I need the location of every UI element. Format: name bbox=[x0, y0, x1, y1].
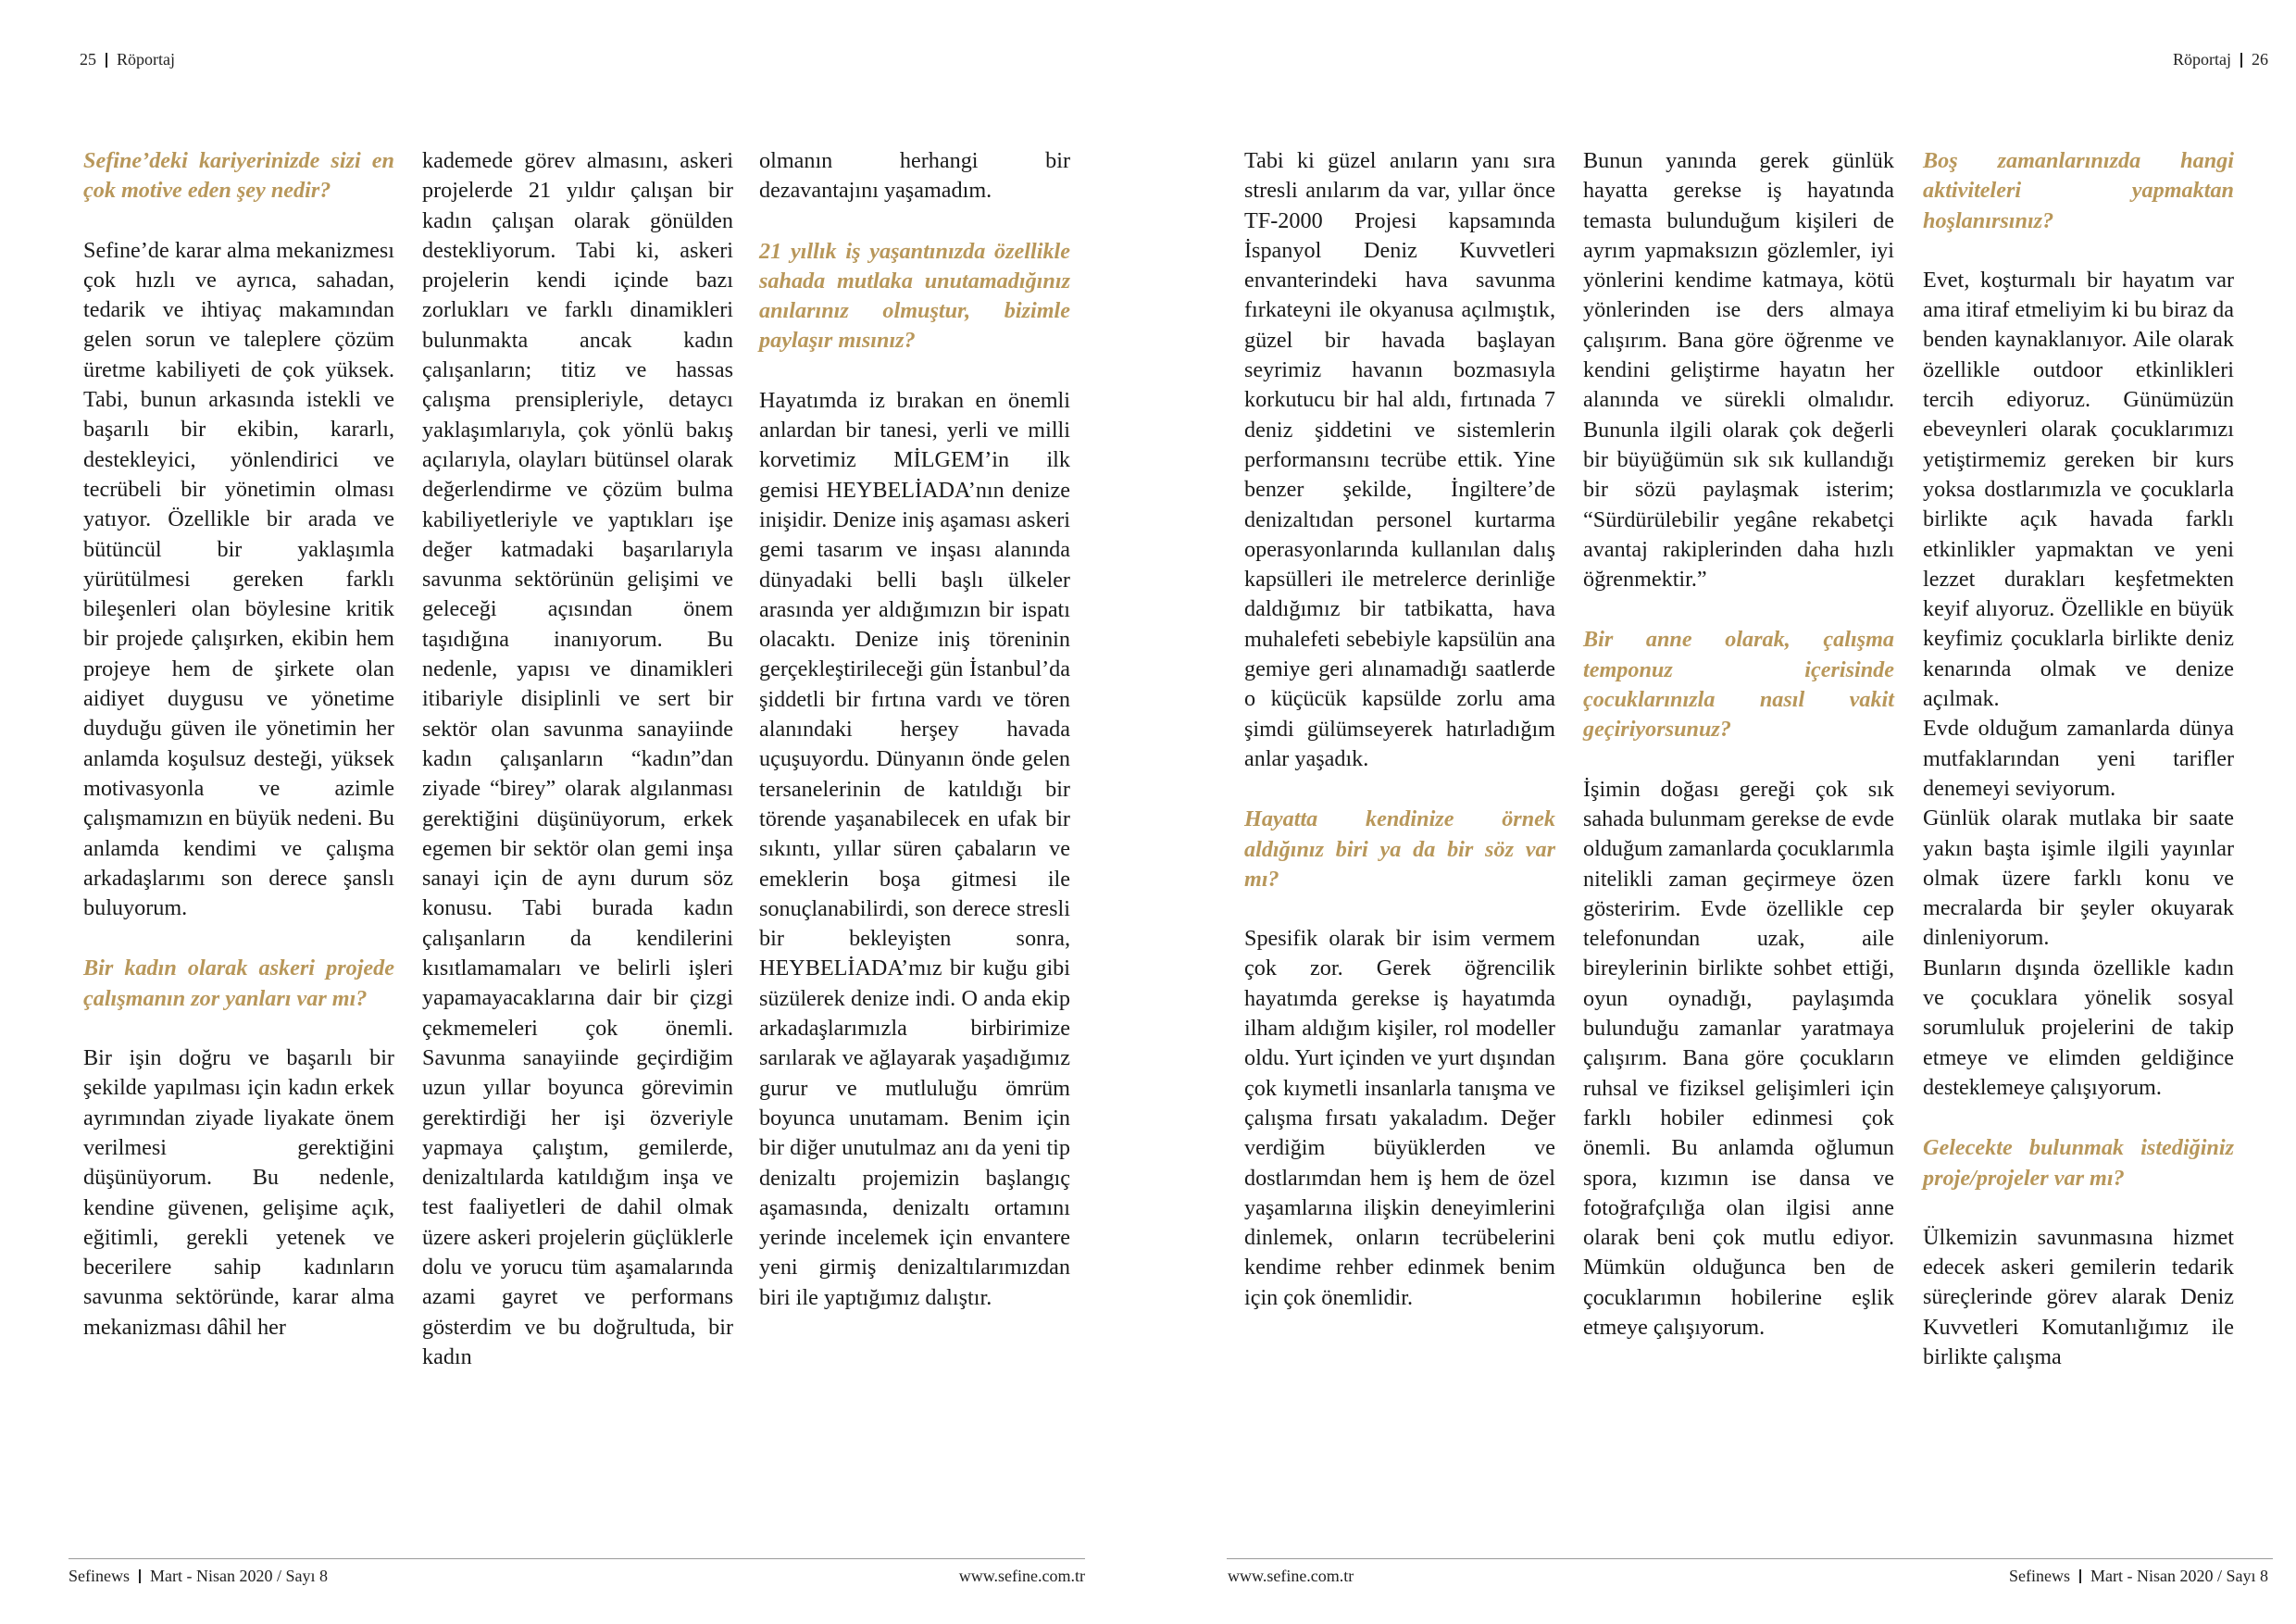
interview-question: Boş zamanlarınızda hangi aktiviteleri yapmaktan hoşlanırsınız? bbox=[1923, 148, 2234, 233]
right-page bbox=[1148, 0, 2296, 1624]
section-title: Röportaj bbox=[2173, 50, 2231, 69]
interview-question: Bir kadın olarak askeri projede çalışmanın zor yanları var mı? bbox=[83, 956, 394, 1011]
article-column-5 bbox=[1583, 146, 1894, 1373]
footer-separator bbox=[2079, 1569, 2081, 1583]
interview-answer: Spesifik olarak bir isim vermem çok zor. Gerek öğrencilik hayatımda gerekse iş hayatımda ilham aldığım kişiler, rol modeller oldu. Yurt içinden ve yurt dışından çok kıymetli insanlarla tanışma ve çalışma fırsatı yakaladım. Değer verdiğim büyüklerden ve dostlarımdan hem iş hem de özel yaşamlarına ilişkin deneyimlerini dinlemek, onların tecrübelerini kendime rehber edinmek benim için çok önemlidir. bbox=[1244, 926, 1555, 1310]
article-column-4 bbox=[1244, 146, 1555, 1343]
page-number: 25 bbox=[80, 50, 96, 69]
footer-issue-info bbox=[69, 1567, 328, 1586]
interview-answer: kademede görev almasını, askeri projelerde 21 yıldır çalışan bir kadın çalışan olarak gönülden destekliyorum. Tabi ki, askeri projelerin kendi içinde bazı zorlukları ve farklı dinamikleri bulunmakta ancak kadın çalışanların; titiz ve hassas çalışma prensipleriyle, detaycı yaklaşımlarıyla, çok yönlü bakış açılarıyla, olayları bütünsel olarak değerlendirme ve çözüm bulma kabiliyetleriyle ve yaptıkları işe değer katmadaki başarılarıyla savunma sektörünün gelişimi ve geleceği açısından önem taşıdığına inanıyorum. Bu nedenle, yapısı ve dinamikleri itibariyle disiplinli ve sert bir sektör olan savunma sanayiinde kadın çalışanların “kadın”dan ziyade “birey” olarak algılanması gerektiğini düşünüyorum, erkek egemen bir sektör olan gemi inşa sanayi için de aynı durum söz konusu. Tabi burada kadın çalışanların da kendilerini kısıtlamamaları ve belirli işleri yapamayacaklarına dair bir çizgi çekmemeleri çok önemli. Savunma sanayiinde geçirdiğim uzun yıllar boyunca görevimin gerektirdiği her işi özveriyle yapmaya çalıştım, gemilerde, denizaltılarda katıldığım inşa ve test faaliyetleri de dahil olmak üzere askeri projelerin güçlüklerle dolu ve yorucu tüm aşamalarında azami gayret ve performans gösterdim ve bu doğrultuda, bir kadın bbox=[422, 148, 733, 1369]
interview-answer: Günlük olarak mutlaka bir saate yakın başta işimle ilgili yayınlar olmak üzere farklı konu ve mecralarda bir şeyler okuyarak dinleniyorum. bbox=[1923, 806, 2234, 951]
footer-url[interactable] bbox=[959, 1567, 1085, 1586]
interview-answer: olmanın herhangi bir dezavantajını yaşamadım. bbox=[759, 148, 1070, 204]
interview-question: 21 yıllık iş yaşantınızda özellikle sahada mutlaka unutamadığınız anılarınız olmuştur, bizimle paylaşır mısınız? bbox=[759, 238, 1070, 354]
magazine-name: Sefinews bbox=[69, 1567, 130, 1585]
interview-answer: İşimin doğası gereği çok sık sahada bulunmam gerekse de evde olduğum zamanlarda çocuklarımla nitelikli zaman geçirmeye özen gösteririm. Evde özellikle cep telefonundan uzak, aile bireylerinin birlikte sohbet ettiği, oyun oynadığı, paylaşımda bulunduğu zamanlar yaratmaya çalışırım. Bana göre çocukların ruhsal ve fiziksel gelişimleri için farklı hobiler edinmesi çok önemli. Bu anlamda oğlumun spora, kızımın ise dansa ve fotoğrafçılığa olan ilgisi anne olarak beni çok mutlu ediyor. Mümkün olduğunca ben de çocuklarımın hobilerine eşlik etmeye çalışıyorum. bbox=[1583, 776, 1894, 1340]
issue-label: Mart - Nisan 2020 / Sayı 8 bbox=[150, 1567, 328, 1585]
interview-answer: Bunun yanında gerek günlük hayatta gerekse iş hayatında temasta bulunduğum kişileri de ayrım yapmaksızın gözlemler, iyi yönlerini kendime katmaya, kötü yönlerinden ise ders almaya çalışırım. Bana göre öğrenme ve kendini geliştirme hayatın her alanında ve sürekli olmalıdır. Bununla ilgili olarak çok değerli bir büyüğümün sık sık kullandığı bir sözü paylaşmak isterim; “Sürdürülebilir yegâne rekabetçi avantaj rakiplerinden daha hızlı öğrenmektir.” bbox=[1583, 148, 1894, 593]
interview-answer: Hayatımda iz bırakan en önemli anlardan bir tanesi, yerli ve milli korvetimiz MİLGEM’in ilk gemisi HEYBELİADA’nın denize inişidir. Denize iniş aşaması askeri gemi tasarım ve inşası alanında dünyadaki belli başlı ülkeler arasında yer aldığımızın bir ispatı olacaktı. Denize iniş töreninin gerçekleştirileceği gün İstanbul’da şiddetli bir fırtına vardı ve tören alanındaki herşey havada uçuşuyordu. Dünyanın önde gelen tersanelerinin de katıldığı bir törende yaşanabilecek en ufak bir sıkıntı, yıllar süren çabaların ve emeklerin boşa gitmesi ile sonuçlanabilirdi, son derece stresli bir bekleyişten sonra, HEYBELİADA’mız bir kuğu gibi süzülerek denize indi. O anda ekip arkadaşlarımızla birbirimize sarılarak ve ağlayarak yaşadığımız gurur ve mutluluğu ömrüm boyunca unutamam. Benim için bir diğer unutulmaz anı da yeni tip denizaltı projemizin başlangıç aşamasında, denizaltı ortamını yerinde incelemek için envantere yeni girmiş denizaltılarımızdan biri ile yaptığımız dalıştır. bbox=[759, 387, 1070, 1310]
left-page-header bbox=[80, 50, 175, 69]
footer-url[interactable] bbox=[1228, 1567, 1354, 1586]
interview-answer: Evde olduğum zamanlarda dünya mutfaklarından yeni tarifler denemeyi seviyorum. bbox=[1923, 716, 2234, 801]
article-column-3 bbox=[759, 146, 1070, 1343]
footer-rule bbox=[69, 1558, 1085, 1559]
interview-answer: Evet, koşturmalı bir hayatım var ama itiraf etmeliyim ki bu biraz da benden kaynaklanıyor. Aile olarak özellikle outdoor etkinlikleri tercih ediyoruz. Günümüzün ebeveynleri olarak çocuklarımızı yetiştirmemiz gereken bir kurs yoksa dostlarımızla ve çocuklarla birlikte açık havada farklı etkinlikler yapmaktan ve yeni lezzet durakları keşfetmekten keyif alıyoruz. Özellikle en büyük keyfimiz çocuklarla birlikte deniz kenarında olmak ve denize açılmak. bbox=[1923, 267, 2234, 712]
interview-answer: Ülkemizin savunmasına hizmet edecek askeri gemilerin tedarik süreçlerinde görev alarak Deniz Kuvvetleri Komutanlığımız ile birlikte çalışma bbox=[1923, 1224, 2234, 1369]
article-column-2 bbox=[422, 146, 733, 1403]
interview-answer: Tabi ki güzel anıların yanı sıra stresli anılarım da var, yıllar önce TF-2000 Projesi kapsamında İspanyol Deniz Kuvvetleri envanterindeki hava savunma fırkateyni ile okyanusa açılmıştık, güzel bir havada başlayan seyrimiz havanın bozmasıyla korkutucu bir hal aldı, fırtınada 7 deniz şiddetini ve sistemlerin performansını tecrübe ettik. Yine benzer şekilde, İngiltere’de denizaltıdan personel kurtarma operasyonlarında kullanılan dalış kapsülleri ile metrelerce derinliğe daldığımız bir tatbikatta, hava muhalefeti sebebiyle kapsülün ana gemiye geri alınamadığı saatlerde o küçücük kapsülde zorlu ama şimdi gülümseyerek hatırladığım anlar yaşadık. bbox=[1244, 148, 1555, 771]
interview-answer: Sefine’de karar alma mekanizmesı çok hızlı ve ayrıca, sahadan, tedarik ve ihtiyaç makamından gelen sorun ve taleplere çözüm üretme kabiliyeti de çok yüksek. Tabi, bunun arkasında istekli ve başarılı bir ekibin, kararlı, destekleyici, yönlendirici ve tecrübeli bir yönetimin olması yatıyor. Özellikle bir arada ve bütüncül bir yaklaşımla yürütülmesi gereken farklı bileşenleri olan böylesine kritik bir projede çalışırken, ekibin hem projeye hem de şirkete olan aidiyet duygusu ve yönetime duyduğu güven ile yönetimin her anlamda koşulsuz desteği, yüksek motivasyonla ve azimle çalışmamızın en büyük nedeni. Bu anlamda kendimi ve çalışma arkadaşlarımı son derece şanslı buluyorum. bbox=[83, 237, 394, 921]
issue-label: Mart - Nisan 2020 / Sayı 8 bbox=[2090, 1567, 2268, 1585]
article-column-6 bbox=[1923, 146, 2234, 1403]
page-number: 26 bbox=[2252, 50, 2268, 69]
website-link[interactable]: www.sefine.com.tr bbox=[958, 1567, 1085, 1585]
footer-issue-info bbox=[2009, 1567, 2268, 1586]
interview-question: Hayatta kendinize örnek aldığınız biri ya da bir söz var mı? bbox=[1244, 806, 1555, 892]
interview-answer: Bunların dışında özellikle kadın ve çocuklara yönelik sosyal sorumluluk projelerini de takip etmeye ve elimden geldiğince desteklemeye çalışıyorum. bbox=[1923, 955, 2234, 1100]
interview-question: Sefine’deki kariyerinizde sizi en çok motive eden şey nedir? bbox=[83, 148, 394, 204]
website-link[interactable]: www.sefine.com.tr bbox=[1228, 1567, 1354, 1585]
section-title: Röportaj bbox=[117, 50, 175, 69]
right-page-header bbox=[2173, 50, 2268, 69]
header-separator bbox=[106, 53, 107, 68]
interview-question: Gelecekte bulunmak istediğiniz proje/projeler var mı? bbox=[1923, 1135, 2234, 1191]
footer-rule bbox=[1227, 1558, 2273, 1559]
magazine-name: Sefinews bbox=[2009, 1567, 2071, 1585]
interview-answer: Bir işin doğru ve başarılı bir şekilde yapılması için kadın erkek ayrımından ziyade liyakate önem verilmesi gerektiğini düşünüyorum. Bu nedenle, kendine güvenen, gelişime açık, eğitimli, gerekli yetenek ve becerilere sahip kadınların savunma sektöründe, karar alma mekanizması dâhil her bbox=[83, 1045, 394, 1340]
footer-separator bbox=[139, 1569, 141, 1583]
header-separator bbox=[2240, 53, 2242, 68]
interview-question: Bir anne olarak, çalışma temponuz içerisinde çocuklarınızla nasıl vakit geçiriyorsunuz? bbox=[1583, 627, 1894, 743]
article-column-1 bbox=[83, 146, 394, 1373]
